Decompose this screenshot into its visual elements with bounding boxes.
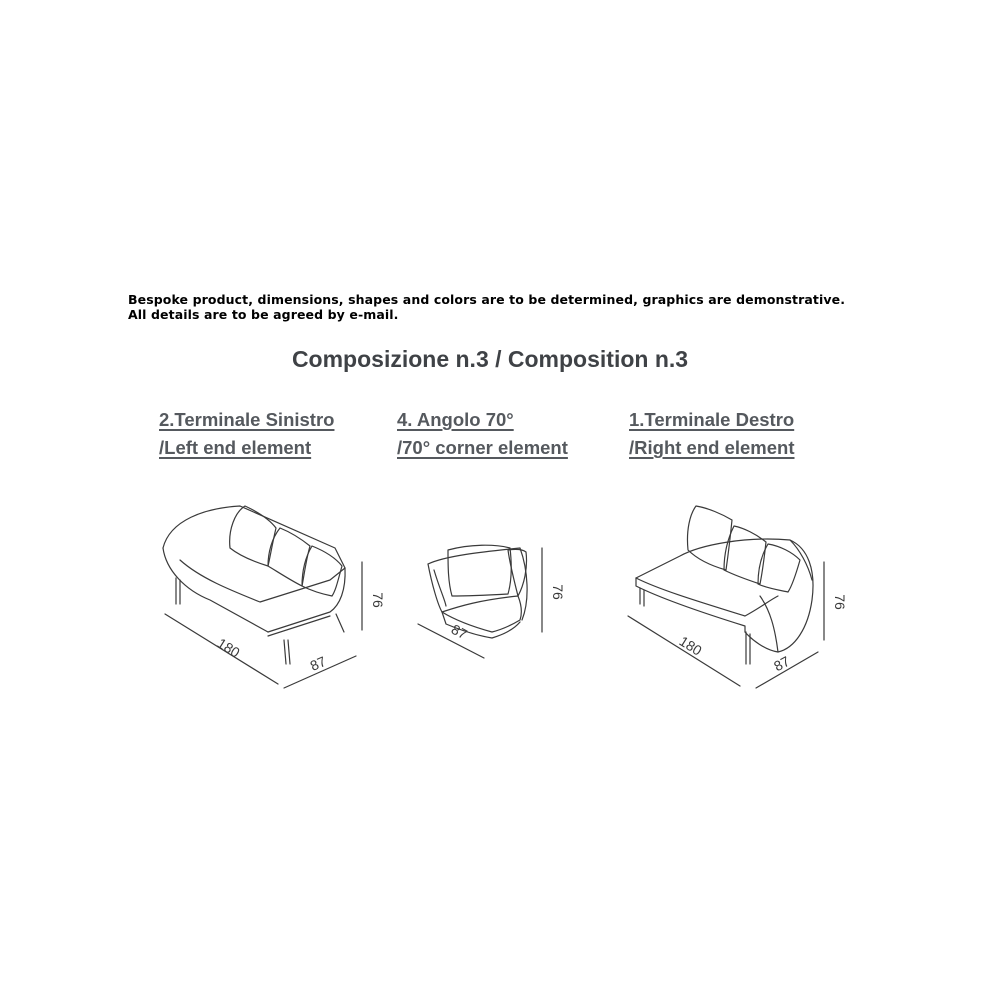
right-end-title-en: /Right end element — [629, 437, 795, 458]
left-end-title-it: 2.Terminale Sinistro — [159, 409, 335, 430]
corner-height-value: 76 — [550, 584, 566, 600]
right-end-title-it: 1.Terminale Destro — [629, 409, 795, 430]
corner-depth-value: 87 — [448, 620, 470, 643]
left-height-value: 76 — [370, 592, 386, 608]
disclaimer-line-1: Bespoke product, dimensions, shapes and colors are to be determined, graphics are demonstrative. — [128, 292, 846, 307]
composition-title: Composizione n.3 / Composition n.3 — [291, 346, 689, 372]
right-height-value: 76 — [832, 594, 848, 610]
left-length-value: 180 — [214, 634, 243, 661]
corner-title-it: 4. Angolo 70° — [397, 409, 514, 430]
right-depth-value: 87 — [771, 652, 793, 675]
left-end-sofa-drawing — [163, 506, 362, 688]
corner-sofa-drawing — [418, 545, 542, 658]
disclaimer-line-2: All details are to be agreed by e-mail. — [128, 307, 399, 322]
corner-title-en: /70° corner element — [397, 437, 568, 458]
right-end-sofa-drawing — [628, 506, 824, 688]
right-length-value: 180 — [676, 632, 705, 659]
left-depth-value: 87 — [307, 652, 329, 674]
left-end-title-en: /Left end element — [159, 437, 312, 458]
